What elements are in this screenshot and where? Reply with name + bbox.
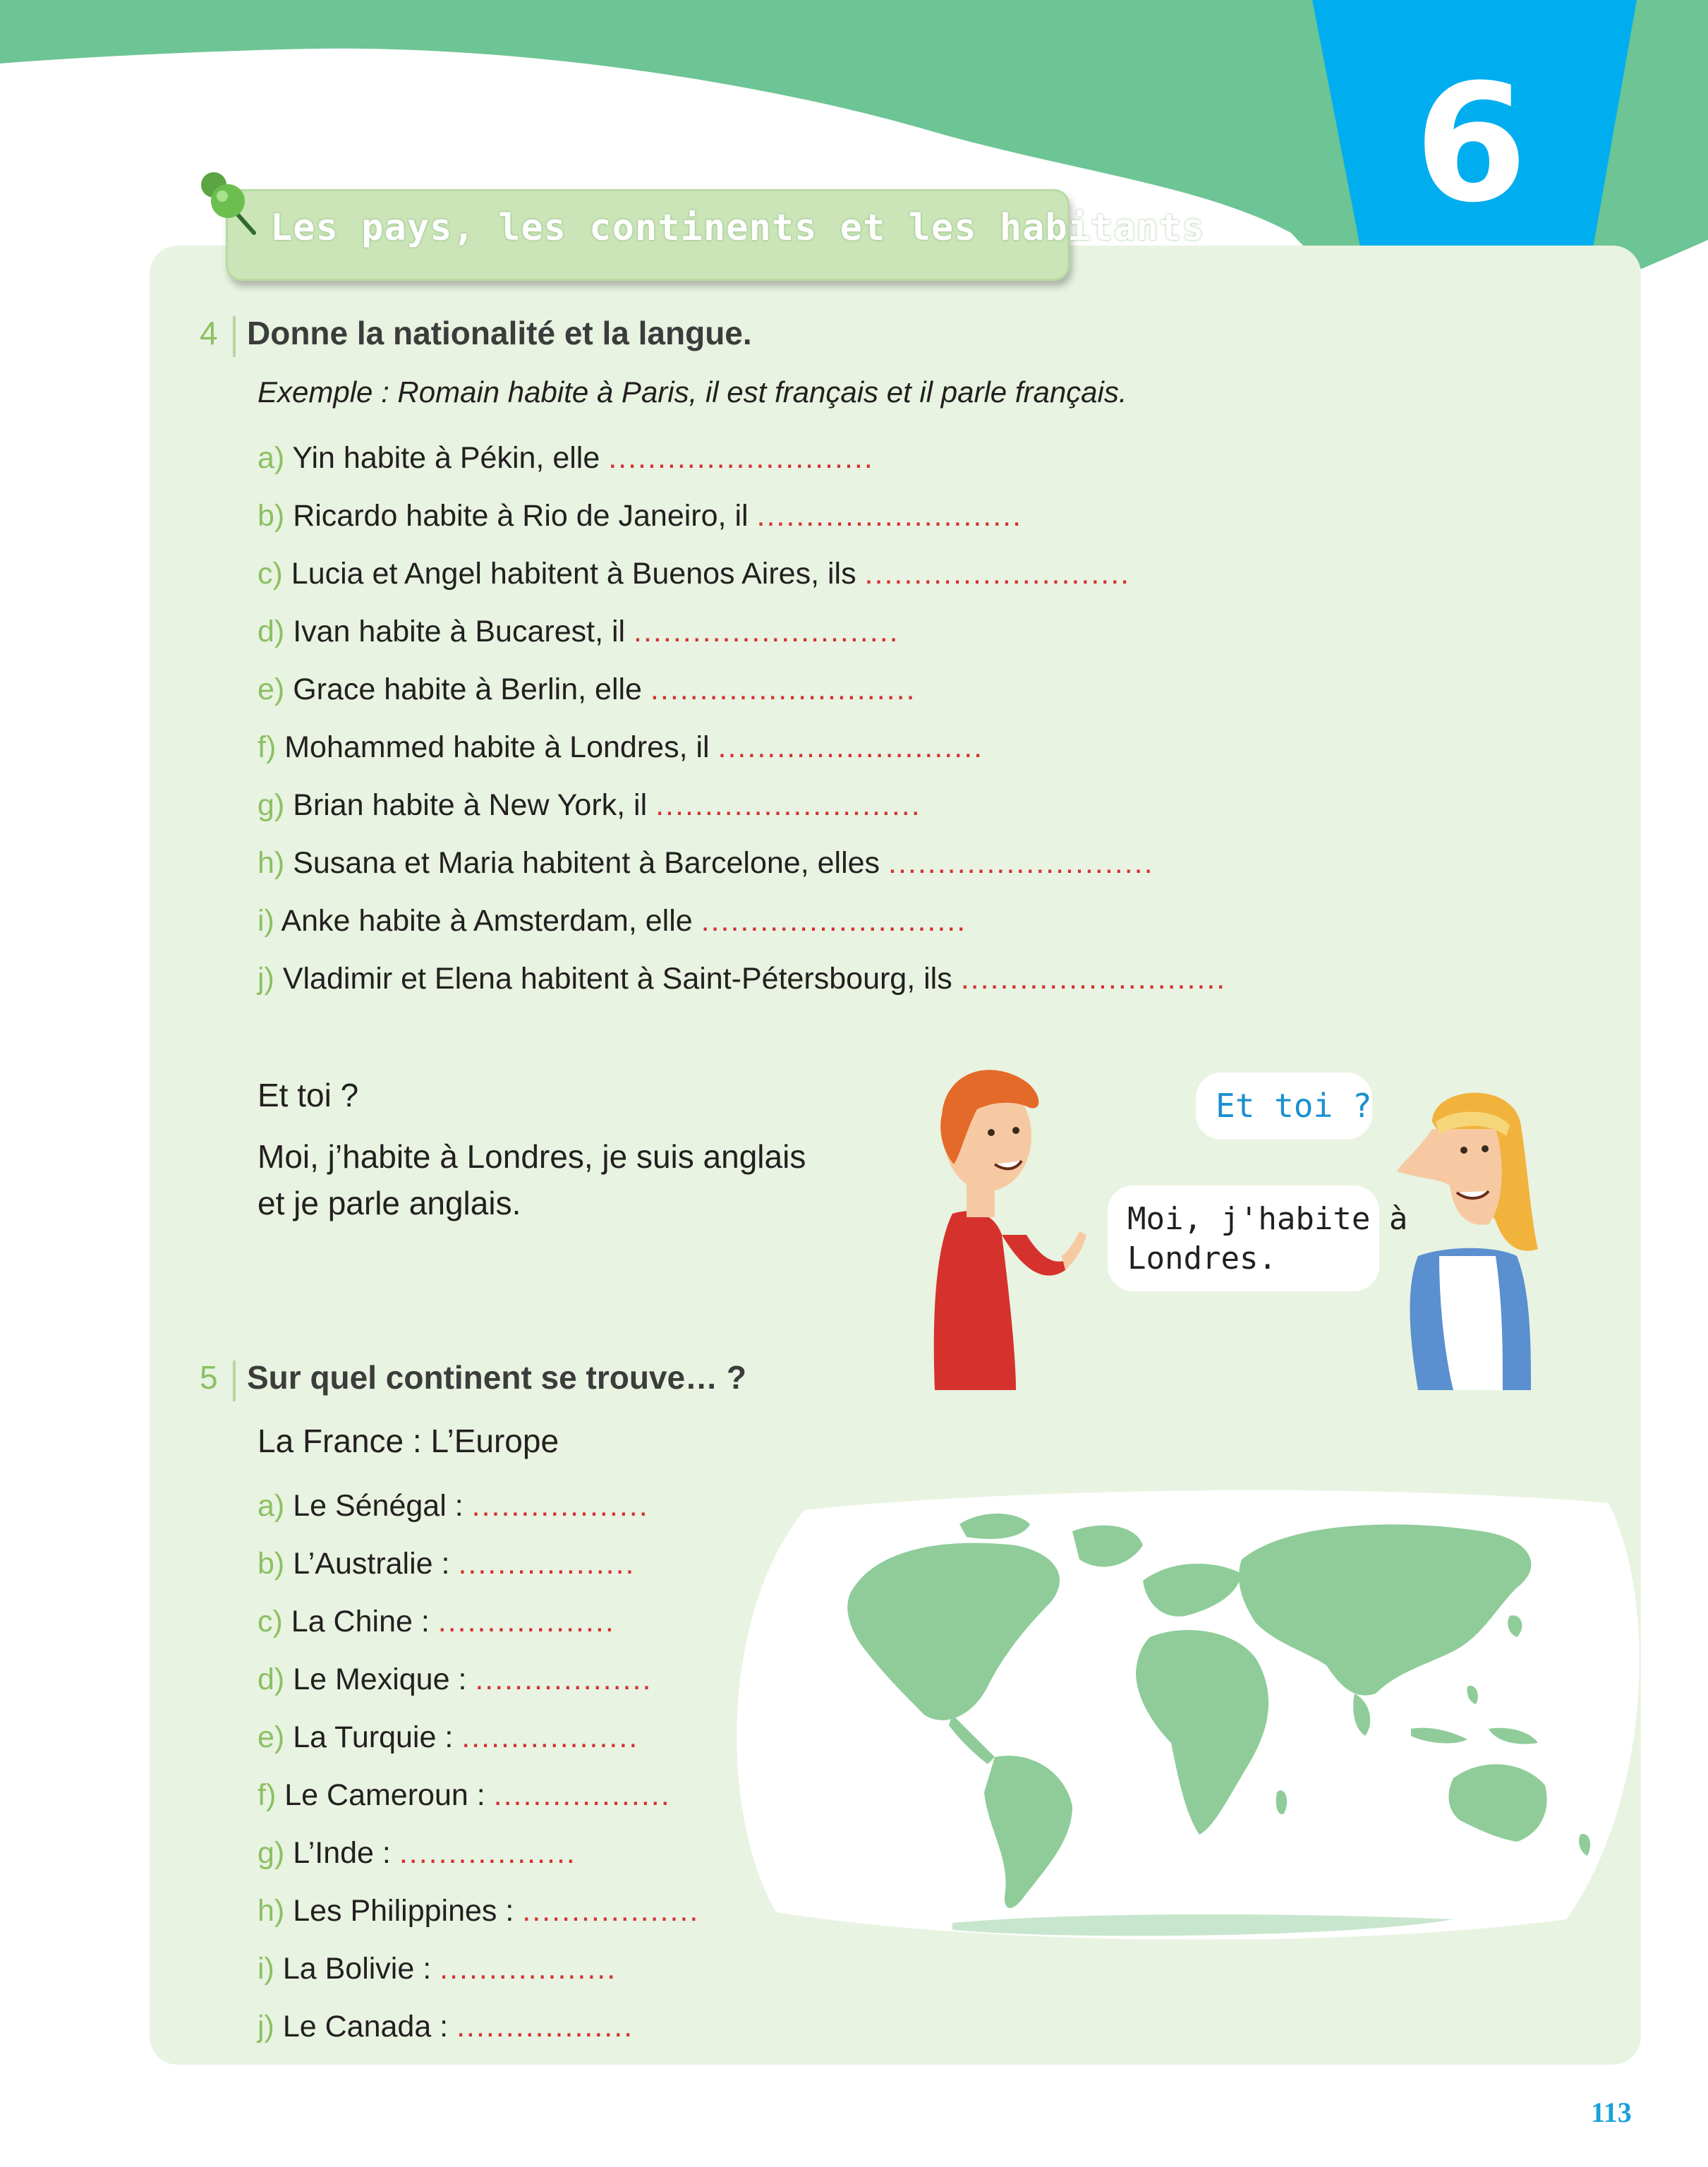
list-item: h) Les Philippines : .................. [258, 1894, 700, 1928]
list-item: j) Vladimir et Elena habitent à Saint-Pétersbourg, ils ........................... [258, 962, 1227, 996]
exercise-5-number: 5 [200, 1359, 218, 1396]
list-item: d) Ivan habite à Bucarest, il ........................... [258, 615, 900, 648]
answer-blank[interactable]: ........................... [960, 962, 1227, 996]
list-item: b) L’Australie : .................. [258, 1547, 636, 1581]
list-item: a) Le Sénégal : .................. [258, 1489, 649, 1523]
page-number: 113 [1591, 2096, 1632, 2128]
list-item: j) Le Canada : .................. [258, 2010, 634, 2044]
exercise-4-divider [233, 316, 236, 357]
list-item: b) Ricardo habite à Rio de Janeiro, il ........................... [258, 499, 1023, 533]
list-item: c) Lucia et Angel habitent à Buenos Aires, ils ........................... [258, 557, 1131, 591]
list-item: c) La Chine : .................. [258, 1605, 615, 1638]
list-item: e) Grace habite à Berlin, elle ........................... [258, 672, 916, 706]
list-item: a) Yin habite à Pékin, elle ........................... [258, 441, 874, 475]
answer-blank[interactable]: .................. [456, 2010, 634, 2044]
list-item: i) Anke habite à Amsterdam, elle ........................... [258, 904, 967, 938]
list-item: d) Le Mexique : .................. [258, 1662, 653, 1696]
dialogue-answer-line-1: Moi, j’habite à Londres, je suis anglais [258, 1138, 806, 1175]
answer-blank[interactable]: ........................... [756, 499, 1023, 533]
answer-blank[interactable]: .................. [471, 1489, 649, 1523]
answer-blank[interactable]: .................. [475, 1662, 653, 1696]
exercise-4-title: Donne la nationalité et la langue. [247, 315, 752, 351]
answer-blank[interactable]: ........................... [608, 441, 874, 475]
boy-illustration [910, 1058, 1094, 1397]
exercise-5-example: La France : L’Europe [258, 1423, 559, 1459]
chapter-number: 6 [1414, 50, 1528, 239]
section-title: Les pays, les continents et les habitants [270, 207, 1205, 249]
answer-blank[interactable]: ........................... [888, 846, 1154, 880]
speech-bubble-girl-text: Et toi ? [1216, 1087, 1372, 1125]
dialogue-answer-line-2: et je parle anglais. [258, 1185, 521, 1221]
speech-bubble-boy-line-2: Londres. [1127, 1241, 1277, 1276]
list-item: f) Le Cameroun : .................. [258, 1778, 671, 1812]
exercise-5-divider [233, 1360, 236, 1401]
exercise-5-title: Sur quel continent se trouve… ? [247, 1359, 746, 1396]
answer-blank[interactable]: ........................... [717, 730, 984, 764]
list-item: e) La Turquie : .................. [258, 1720, 639, 1754]
answer-blank[interactable]: .................. [399, 1836, 576, 1870]
pushpin-icon [194, 169, 265, 240]
world-map [720, 1461, 1651, 1955]
answer-blank[interactable]: .................. [437, 1605, 615, 1638]
answer-blank[interactable]: .................. [522, 1894, 700, 1928]
speech-bubble-boy [1108, 1185, 1408, 1291]
answer-blank[interactable]: .................. [458, 1547, 636, 1581]
answer-blank[interactable]: ........................... [864, 557, 1131, 591]
speech-bubble-girl [1196, 1073, 1372, 1140]
answer-blank[interactable]: .................. [493, 1778, 671, 1812]
answer-blank[interactable]: ........................... [655, 788, 921, 822]
list-item: f) Mohammed habite à Londres, il ........................... [258, 730, 984, 764]
list-item: g) L’Inde : .................. [258, 1836, 576, 1870]
list-item: h) Susana et Maria habitent à Barcelone, elles ........................... [258, 846, 1154, 880]
list-item: g) Brian habite à New York, il ........................... [258, 788, 921, 822]
section-title-banner [226, 189, 1205, 281]
exercise-4-example: Exemple : Romain habite à Paris, il est français et il parle français. [258, 375, 1127, 409]
answer-blank[interactable]: ........................... [634, 615, 900, 648]
answer-blank[interactable]: ........................... [701, 904, 967, 938]
list-item: i) La Bolivie : .................. [258, 1952, 617, 1986]
girl-illustration [1390, 1080, 1552, 1390]
answer-blank[interactable]: ........................... [650, 672, 916, 706]
speech-bubble-boy-line-1: Moi, j'habite à [1127, 1201, 1408, 1237]
answer-blank[interactable]: .................. [440, 1952, 617, 1986]
answer-blank[interactable]: .................. [461, 1720, 639, 1754]
exercise-4-number: 4 [200, 315, 218, 351]
dialogue-question: Et toi ? [258, 1077, 359, 1113]
